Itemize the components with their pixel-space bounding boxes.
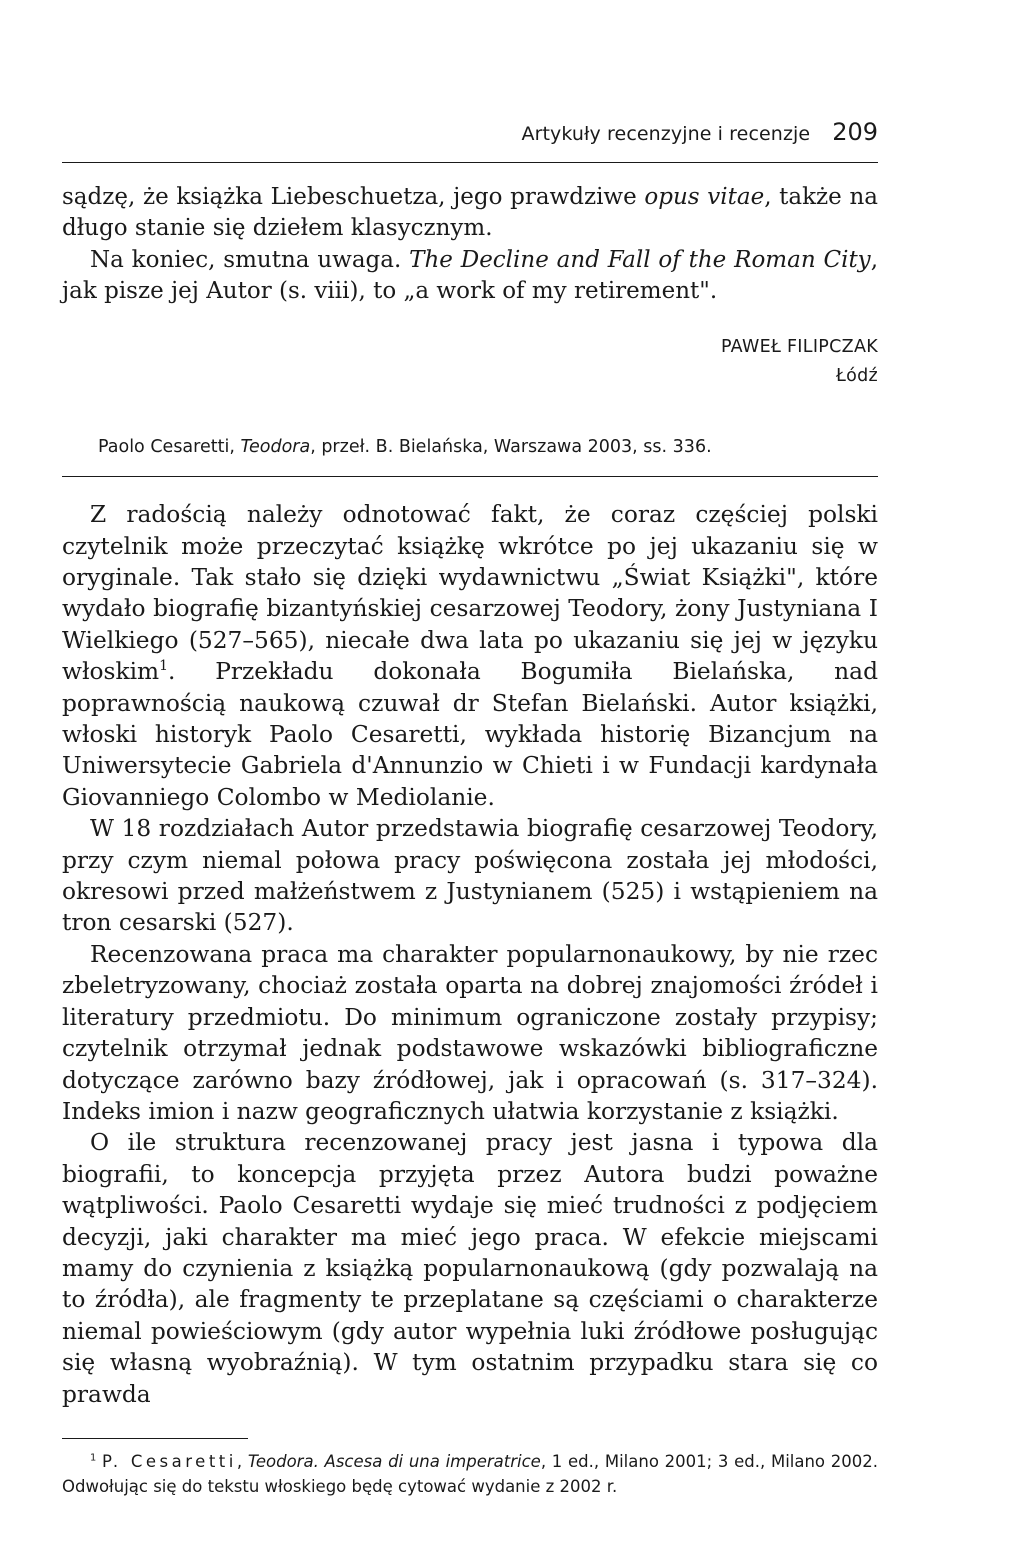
paragraph: W 18 rozdziałach Autor przedstawia biografię cesarzowej Teodory, przy czym niemal połowa pracy poświęcona została jej młodości, okresowi przed małżeństwem z Justynianem (525) i wstąpieniem na tron cesarski (527). [62,815,878,937]
reviewer-name: PAWEŁ FILIPCZAK [720,337,878,358]
page-number: 209 [832,118,878,146]
page [62,118,878,1499]
reviewer-signature [62,333,878,391]
section-title: Artykuły recenzyjne i recenzje [521,123,811,145]
paragraph: Z radością należy odnotować fakt, że coraz częściej polski czytelnik może przeczytać książkę wkrótce po jej ukazaniu się w oryginale. Tak stało się dzięki wydawnictwu „Świat Książki", które wydało biografię bizantyńskiej cesarzowej Teodory, żony Justyniana I Wielkiego (527–565), niecałe dwa lata po ukazaniu się jej w języku włoskim$^1$. Przekładu dokonała Bogumiła Bielańska, nad poprawnością naukową czuwał dr Stefan Bielański. Autor książki, włoski historyk Paolo Cesaretti, wykłada historię Bizancjum na Uniwersytecie Gabriela d'Annunzio w Chieti i w Fundacji kardynała Giovanniego Colombo w Mediolanie. [62,501,878,811]
paragraph: Na koniec, smutna uwaga. The Decline and Fall of the Roman City, jak pisze jej Autor (s. viii), to „a work of my retirement". [62,246,878,304]
footnote-reference: 1 [159,658,169,675]
paragraph: O ile struktura recenzowanej pracy jest jasna i typowa dla biografii, to koncepcja przyjęta przez Autora budzi poważne wątpliwości. Paolo Cesaretti wydaje się mieć trudności z podjęciem decyzji, jaki charakter ma mieć jego praca. W efekcie miejscami mamy do czynienia z książką popularnonaukową (gdy pozwalają na to źródła), ale fragmenty te przeplatane są częściami o charakterze niemal powieściowym (gdy autor wypełnia luki źródłowe posługując się własną wyobraźnią). W tym ostatnim przypadku stara się co prawda [62,1129,878,1408]
footnote-separator [62,1438,248,1439]
reviewer-city: Łódź [835,366,878,387]
footnote: $^1$ P. Cesaretti, Teodora. Ascesa di una imperatrice, 1 ed., Milano 2001; 3 ed., Milano 2002. Odwołując się do tekstu włoskiego będę cytować wydanie z 2002 r. [62,1451,878,1496]
paragraph: Recenzowana praca ma charakter popularnonaukowy, by nie rzec zbeletryzowany, chociaż została oparta na dobrej znajomości źródeł i literatury przedmiotu. Do minimum ograniczone zostały przypisy; czytelnik otrzymał jednak podstawowe wskazówki bibliograficzne dotyczące zarówno bazy źródłowej, jak i opracowań (s. 317–324). Indeks imion i nazw geograficznych ułatwia korzystanie z książki. [62,940,878,1125]
bibliographic-entry: Paolo Cesaretti, Teodora, przeł. B. Bielańska, Warszawa 2003, ss. 336. [62,437,878,477]
previous-review-ending [62,182,878,307]
review-body [62,499,878,1410]
running-head [62,118,878,163]
paragraph: sądzę, że książka Liebeschuetza, jego prawdziwe opus vitae, także na długo stanie się dziełem klasycznym. [62,184,878,242]
footnote-number: 1 [90,1452,97,1464]
